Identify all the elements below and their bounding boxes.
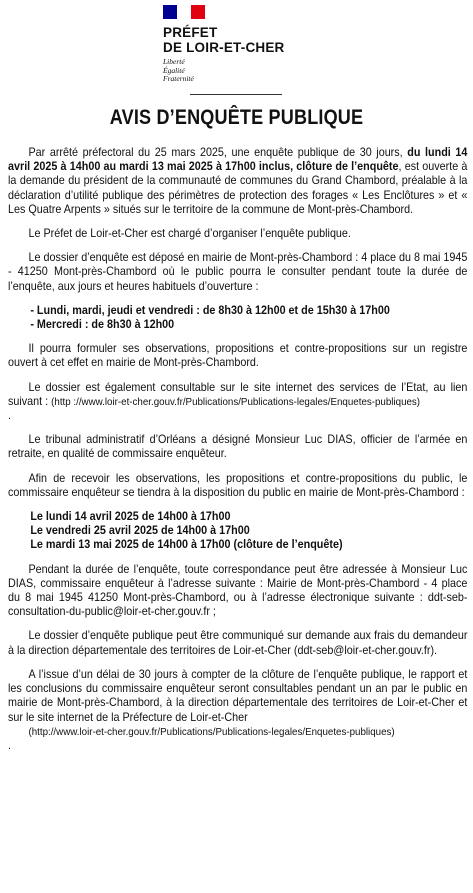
- hours-item: - Lundi, mardi, jeudi et vendredi : de 8h30 à 12h00 et de 15h30 à 17h00: [30, 303, 390, 317]
- text: .: [8, 738, 12, 752]
- opening-hours: [30, 304, 467, 332]
- paragraph-site-internet: [8, 381, 467, 424]
- department-line: DE LOIR-ET-CHER: [163, 40, 285, 55]
- paragraph-tribunal: Le tribunal administratif d’Orléans a désigné Monsieur Luc DIAS, officier de l’armée en retraite, en qualité de commissaire enquêteur.: [8, 433, 468, 461]
- notice-body: [8, 146, 467, 763]
- motto-liberte: Liberté: [163, 57, 185, 66]
- paragraph-prefet: Le Préfet de Loir-et-Cher est chargé d’organiser l’enquête publique.: [28, 227, 351, 241]
- permanence-item: Le mardi 13 mai 2025 de 14h00 à 17h00 (clôture de l’enquête): [30, 538, 343, 552]
- notice-title: AVIS D’ENQUÊTE PUBLIQUE: [109, 106, 364, 129]
- text: , est ouverte à la demande du président de la communauté de communes du Grand Chambord, préalable à la déclaration d’utilité publique des périmètres de protection des forages « Les Enclôtures » et « Les Quatre Arpents » situés sur le territoire de la commune de Mont-près-Chambord.: [8, 160, 468, 216]
- motto-fraternite: Fraternité: [163, 74, 194, 83]
- republic-motto: [163, 58, 303, 84]
- paragraph-registre: Il pourra formuler ses observations, propositions et contre-propositions sur un registre ouvert à cet effet en mairie de Mont-près-Chambord.: [8, 342, 468, 370]
- text: Par arrêté préfectoral du 25 mars 2025, une enquête publique de 30 jours,: [28, 146, 408, 159]
- prefet-line: PRÉFET: [163, 25, 218, 40]
- prefet-title: [163, 25, 303, 55]
- text: Le dossier est également consultable sur le site internet des services de l’Etat, au lien suivant :: [8, 380, 468, 408]
- paragraph-rapport: [8, 668, 467, 753]
- paragraph-arrete: [8, 146, 467, 217]
- permanences-list: [30, 510, 467, 553]
- motto-egalite: Égalité: [163, 65, 185, 75]
- paragraph-dossier: Le dossier d’enquête est déposé en mairie de Mont-près-Chambord : 4 place du 8 mai 1945 - 41250 Mont-près-Chambord où le public pourra le consulter pendant toute la durée de l’enquête, aux jours et heures habituels d’ouverture :: [8, 251, 468, 293]
- state-website-link[interactable]: (http ://www.loir-et-cher.gouv.fr/Publications/Publications-legales/Enquetes-publiques): [51, 395, 421, 408]
- permanence-item: Le vendredi 25 avril 2025 de 14h00 à 17h00: [30, 524, 250, 538]
- paragraph-permanences-intro: Afin de recevoir les observations, les propositions et contre-propositions du public, le commissaire enquêteur se tiendra à la disposition du public en mairie de Mont-près-Chambord :: [8, 471, 468, 499]
- text: A l’issue d’un délai de 30 jours à compter de la clôture de l’enquête publique, le rapport et les conclusions du commissaire enquêteur seront consultables pendant un an par le public en mairie de Mont-près-Chambord, à la direction départementale des territoires de Loir-et-Cher et sur le site internet de la Préfecture de Loir-et-Cher: [8, 667, 468, 724]
- hours-item: - Mercredi : de 8h30 à 12h00: [30, 318, 175, 332]
- header-divider: [190, 94, 282, 95]
- marianne-flag-icon: [163, 5, 205, 19]
- enquete-dates: du lundi 14 avril 2025 à 14h00 au mardi 13 mai 2025 à 17h00 inclus, clôture de l’enquête: [8, 146, 468, 174]
- paragraph-correspondance: Pendant la durée de l’enquête, toute correspondance peut être adressée à Monsieur Luc DIAS, commissaire enquêteur à l’adresse suivante : Mairie de Mont-près-Chambord - 4 place du 8 mai 1945 41250 Mont-près-Chambord, ou à l’adresse électronique suivante : ddt-seb-consultation-du-public@loir-et-cher.gouv.fr ;: [8, 562, 468, 619]
- paragraph-communication: Le dossier d’enquête publique peut être communiqué sur demande aux frais du demandeur à la direction départementale des territoires de Loir-et-Cher (ddt-seb@loir-et-cher.gouv.fr).: [8, 629, 468, 657]
- prefecture-logo: [163, 5, 303, 84]
- permanence-item: Le lundi 14 avril 2025 de 14h00 à 17h00: [30, 510, 231, 524]
- prefecture-website-link[interactable]: (http://www.loir-et-cher.gouv.fr/Publications/Publications-legales/Enquetes-publiques): [28, 725, 395, 738]
- text: .: [8, 409, 12, 423]
